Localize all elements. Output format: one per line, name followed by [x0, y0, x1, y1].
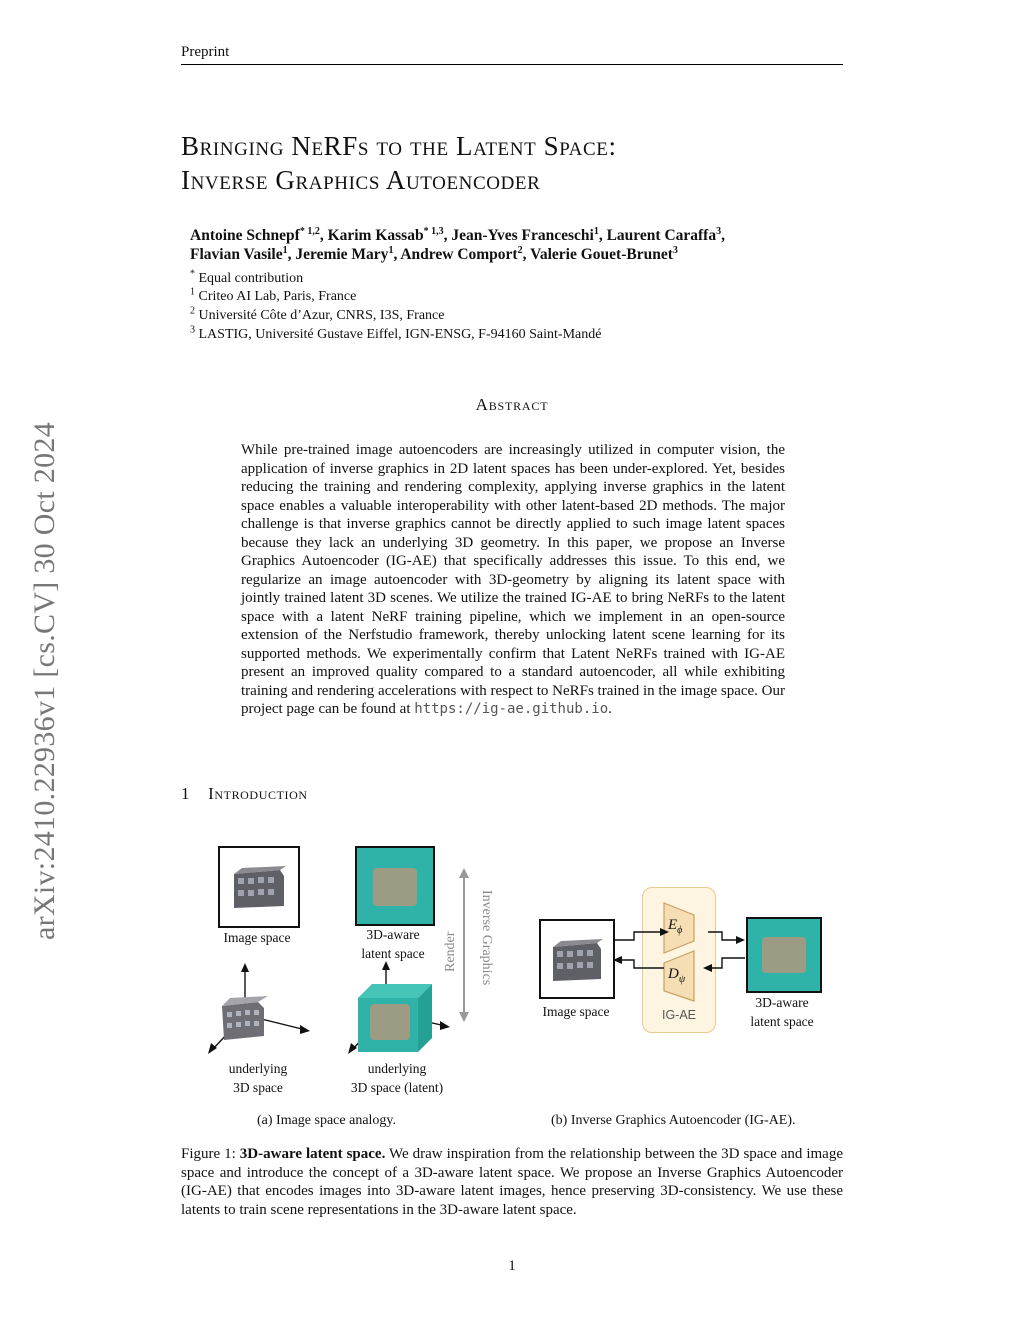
figure-caption-bold: 3D-aware latent space.	[239, 1146, 386, 1162]
affiliation-text: Université Côte d’Azur, CNRS, I3S, France	[198, 308, 445, 323]
author-name: Karim Kassab	[327, 227, 424, 244]
section-title: Introduction	[208, 784, 308, 803]
underlying-latent-line-2: 3D space (latent)	[350, 1080, 444, 1095]
author-sup: 3	[672, 244, 678, 256]
latent-block	[357, 848, 433, 924]
panel-b-latent-block	[748, 919, 820, 991]
author-name: Laurent Caraffa	[606, 227, 717, 244]
image-to-encoder-arrow	[614, 932, 664, 940]
author-line-1	[190, 227, 725, 245]
author-name: Jean-Yves Franceschi	[451, 227, 594, 244]
running-head: Preprint	[181, 44, 230, 60]
author-sup: 3	[716, 225, 722, 237]
author-sup: * 1,3	[423, 225, 444, 237]
encoder-to-latent-arrow	[708, 932, 740, 940]
figure-caption-label: Figure 1:	[181, 1146, 236, 1162]
panel-b-latent-line-1: 3D-aware	[755, 995, 809, 1010]
decoder-to-image-arrow	[618, 960, 664, 968]
panel-b-caption: (b) Inverse Graphics Autoencoder (IG-AE).	[551, 1113, 796, 1128]
author-name: Valerie Gouet-Brunet	[530, 246, 673, 263]
author-sup: 1	[388, 244, 394, 256]
arxiv-stamp: arXiv:2410.22936v1 [cs.CV] 30 Oct 2024	[28, 421, 61, 940]
igae-module-label: IG-AE	[661, 1008, 697, 1022]
affiliation-text: Criteo AI Lab, Paris, France	[198, 289, 357, 304]
building-image	[220, 848, 298, 926]
encoder-letter: E	[668, 917, 678, 933]
panel-b-latent-thumbnail	[746, 917, 822, 993]
encoder-subscript: ϕ	[677, 925, 683, 936]
affiliation-mark: 3	[190, 324, 195, 336]
panel-a-underlying-latent-label	[336, 1059, 458, 1097]
panel-b-image-thumbnail	[539, 919, 615, 999]
affiliation-text: LASTIG, Université Gustave Eiffel, IGN-ENSG, F-94160 Saint-Mandé	[198, 327, 602, 342]
affiliation	[190, 305, 445, 324]
figure-caption-text: We draw inspiration from the relationship between the 3D space and image space and introduce the concept of a 3D-aware latent space. We propose an Inverse Graphics Autoencoder (IG-AE) that encodes images into 3D-aware latent images, hence preserving 3D-consistency. We use these latents to train scene representations in the 3D-aware latent space.	[181, 1146, 843, 1218]
affiliation	[190, 286, 357, 305]
author-sep: ,	[319, 227, 328, 244]
author-sep: ,	[598, 227, 607, 244]
panel-a-caption: (a) Image space analogy.	[257, 1113, 397, 1128]
underlying-line-2: 3D space	[233, 1080, 283, 1095]
decoder-subscript: ψ	[678, 974, 686, 985]
section-number: 1	[181, 784, 191, 803]
figure-caption	[181, 1145, 843, 1219]
author-name: Flavian Vasile	[190, 246, 283, 263]
panel-a-underlying-label	[206, 1059, 310, 1097]
author-sep: ,	[287, 246, 296, 263]
panel-b-arrows	[612, 920, 752, 980]
underlying-3d-latent-diagram	[340, 958, 452, 1062]
project-url-link[interactable]: https://ig-ae.github.io	[414, 701, 609, 717]
latent-label-line-2: latent space	[361, 946, 425, 961]
author-sep: ,	[721, 227, 725, 244]
image-space-thumbnail	[218, 846, 300, 928]
author-sep: ,	[522, 246, 531, 263]
header-rule	[181, 64, 843, 65]
decoder-letter: D	[668, 966, 679, 982]
paper-title-line-1: Bringing NeRFs to the Latent Space:	[181, 131, 617, 161]
affiliation-mark: 2	[190, 305, 195, 317]
author-sup: 1	[593, 225, 599, 237]
abstract-heading: Abstract	[475, 395, 549, 414]
affiliation-mark: 1	[190, 286, 195, 298]
panel-b-image-space-label: Image space	[542, 1004, 610, 1019]
abstract-body	[241, 441, 785, 719]
latent-label-line-1: 3D-aware	[366, 927, 420, 942]
affiliation	[190, 268, 304, 287]
underlying-3d-space-diagram	[200, 960, 312, 1060]
section-heading	[181, 784, 308, 804]
panel-a-image-space-label: Image space	[223, 930, 291, 945]
affiliation	[190, 324, 602, 343]
latent-to-decoder-arrow	[708, 958, 745, 968]
panel-b-latent-line-2: latent space	[750, 1014, 814, 1029]
arrow-down-head	[459, 1012, 469, 1022]
author-sup: 1	[282, 244, 288, 256]
affiliation-mark: *	[190, 268, 195, 280]
abstract-end: .	[608, 701, 612, 717]
render-label: Render	[443, 931, 458, 972]
author-sup: * 1,2	[299, 225, 320, 237]
panel-b-latent-label	[732, 993, 832, 1031]
author-sep: ,	[393, 246, 401, 263]
author-sep: ,	[443, 227, 452, 244]
author-sup: 2	[517, 244, 523, 256]
page-number: 1	[508, 1258, 516, 1274]
arrow-up-head	[459, 868, 469, 878]
abstract-text: While pre-trained image autoencoders are increasingly utilized in computer vision, the application of inverse graphics in 2D latent spaces has been under-explored. Yet, besides reducing the training and rendering complexity, applying inverse graphics in the latent space enables a valuable interoperability with other latent-based 2D methods. The major challenge is that inverse graphics cannot be directly applied to such image latent spaces because they lack an underlying 3D geometry. In this paper, we propose an Inverse Graphics Autoencoder (IG-AE) that specifically addresses this issue. To this end, we regularize an image autoencoder with 3D-geometry by aligning its latent space with jointly trained latent 3D scenes. We utilize the trained IG-AE to bring NeRFs to the latent space with a latent NeRF training pipeline, which we implement in an open-source extension of the Nerfstudio framework, thereby unlocking latent scene learning for its supported methods. We experimentally confirm that Latent NeRFs trained with IG-AE present an improved quality compared to a standard autoencoder, all while exhibiting training and rendering accelerations with respect to NeRFs trained in the image space. Our project page can be found at	[241, 442, 785, 717]
latent-image-thumbnail	[355, 846, 435, 926]
author-line-2	[190, 246, 678, 264]
author-name: Jeremie Mary	[295, 246, 389, 263]
underlying-line-1: underlying	[228, 1061, 288, 1076]
underlying-latent-line-1: underlying	[367, 1061, 427, 1076]
author-name: Andrew Comport	[400, 246, 518, 263]
panel-b-building-image	[541, 921, 613, 997]
affiliation-text: Equal contribution	[198, 271, 304, 286]
paper-title-line-2: Inverse Graphics Autoencoder	[181, 165, 541, 195]
author-name: Antoine Schnepf	[190, 227, 300, 244]
inverse-graphics-label: Inverse Graphics	[479, 890, 494, 986]
